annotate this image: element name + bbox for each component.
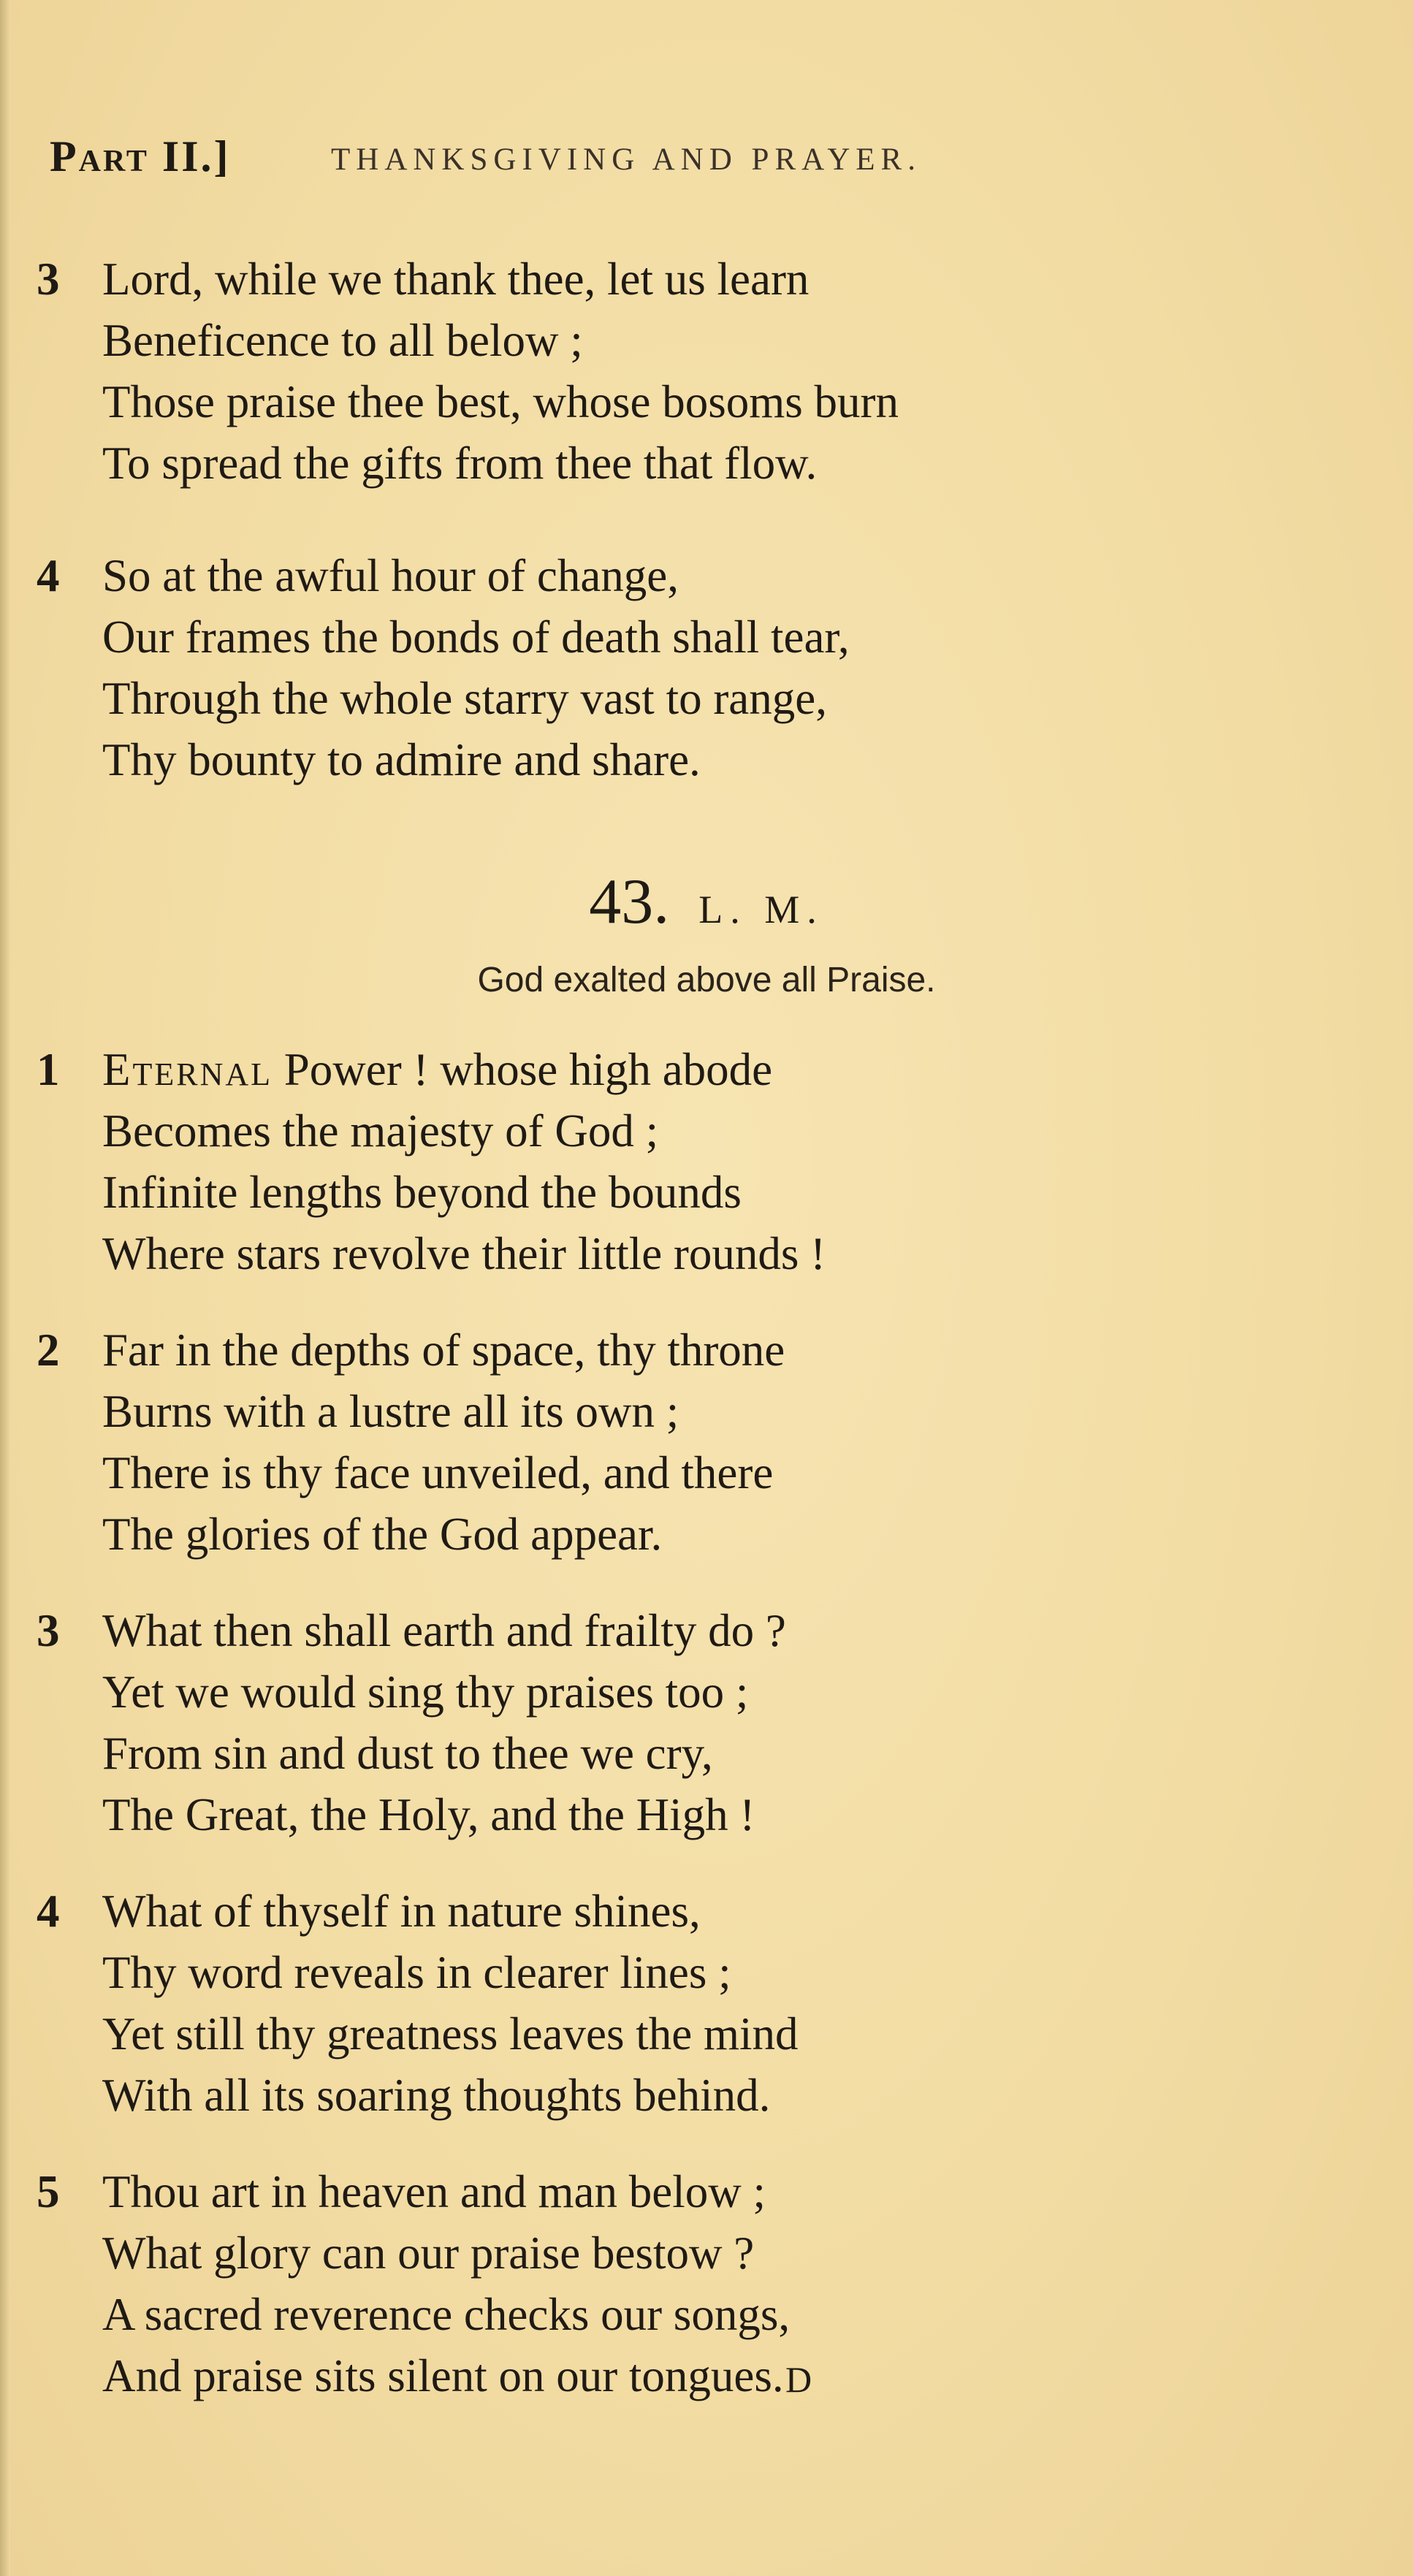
stanza-line	[37, 545, 1366, 606]
stanza-line	[37, 1162, 1366, 1223]
verse-text: Our frames the bonds of death shall tear,	[102, 611, 850, 663]
stanza-line	[37, 1880, 1366, 1942]
verse-text: Thy word reveals in clearer lines ;	[102, 1947, 731, 1998]
stanza-line	[37, 1100, 1366, 1162]
stanza-line	[37, 606, 1366, 668]
stanza-line	[37, 1784, 1366, 1845]
stanza-line	[37, 371, 1366, 432]
stanza-line	[37, 1723, 1366, 1784]
first-line-rest: Power ! whose high abode	[273, 1044, 773, 1095]
verse-text: Those praise thee best, whose bosoms burn	[102, 376, 899, 427]
stanza-line	[37, 248, 1366, 310]
stanza-line	[37, 1039, 1366, 1100]
stanza-line	[37, 2003, 1366, 2065]
signature-mark: D	[785, 2359, 812, 2400]
stanza-line	[37, 310, 1366, 371]
verse-text: So at the awful hour of change,	[102, 550, 679, 601]
stanza-line	[37, 1504, 1366, 1565]
stanza-number: 4	[37, 1886, 60, 1937]
stanza-line	[37, 1381, 1366, 1442]
hymn-stanza-2	[37, 1319, 1366, 1565]
stanza-line	[37, 729, 1366, 790]
hymn-stanza-5	[37, 2161, 1366, 2407]
verse-text: The glories of the God appear.	[102, 1509, 663, 1560]
stanza-number: 2	[37, 1325, 60, 1376]
running-title: THANKSGIVING AND PRAYER.	[331, 142, 921, 177]
page-gutter	[0, 0, 10, 2576]
stanza-line	[37, 2161, 1366, 2222]
part-label: Part II.]	[50, 132, 231, 180]
verse-text: Yet we would sing thy praises too ;	[102, 1666, 749, 1718]
verse-text: What of thyself in nature shines,	[102, 1886, 701, 1937]
verse-text: Infinite lengths beyond the bounds	[102, 1167, 742, 1218]
stanza-line	[37, 668, 1366, 729]
hymn-heading	[0, 862, 1413, 942]
prev-stanza-3	[37, 248, 1366, 494]
stanza-line	[37, 2065, 1366, 2126]
verse-text: Beneficence to all below ;	[102, 315, 583, 366]
verse-text: Thou art in heaven and man below ;	[102, 2166, 766, 2217]
stanza-line	[37, 1600, 1366, 1661]
verse-text: Becomes the majesty of God ;	[102, 1105, 659, 1156]
verse-text: Where stars revolve their little rounds !	[102, 1228, 826, 1279]
hymn-number: 43.	[589, 866, 670, 937]
verse-text: Lord, while we thank thee, let us learn	[102, 254, 810, 305]
hymn-stanza-4	[37, 1880, 1366, 2126]
first-word: Eternal	[102, 1044, 273, 1095]
running-header	[50, 132, 1365, 190]
verse-text: And praise sits silent on our tongues.	[102, 2350, 784, 2401]
stanza-line	[37, 432, 1366, 494]
stanza-line	[37, 1661, 1366, 1723]
stanza-number: 5	[37, 2166, 60, 2217]
hymn-stanza-3	[37, 1600, 1366, 1845]
hymn-stanza-1	[37, 1039, 1366, 1284]
stanza-line	[37, 1223, 1366, 1284]
stanza-line	[37, 2284, 1366, 2345]
verse-text: What then shall earth and frailty do ?	[102, 1605, 786, 1656]
verse-text: Yet still thy greatness leaves the mind	[102, 2008, 799, 2059]
verse-text: Burns with a lustre all its own ;	[102, 1386, 679, 1437]
verse-text: What glory can our praise bestow ?	[102, 2228, 755, 2279]
verse-text: To spread the gifts from thee that flow.	[102, 438, 818, 489]
stanza-number: 3	[37, 254, 60, 305]
stanza-number: 4	[37, 550, 60, 601]
verse-text	[102, 1039, 772, 1100]
verse-text: Thy bounty to admire and share.	[102, 734, 701, 785]
prev-stanza-4	[37, 545, 1366, 790]
verse-text: Through the whole starry vast to range,	[102, 673, 827, 724]
stanza-line	[37, 1942, 1366, 2003]
stanza-number: 3	[37, 1605, 60, 1656]
stanza-number: 1	[37, 1044, 60, 1095]
verse-text: The Great, the Holy, and the High !	[102, 1789, 755, 1840]
verse-text: Far in the depths of space, thy throne	[102, 1325, 785, 1376]
stanza-line	[37, 1319, 1366, 1381]
verse-text: With all its soaring thoughts behind.	[102, 2070, 771, 2121]
verse-text: There is thy face unveiled, and there	[102, 1447, 774, 1498]
verse-text: From sin and dust to thee we cry,	[102, 1728, 713, 1779]
stanza-line	[37, 1442, 1366, 1504]
stanza-line	[37, 2345, 1366, 2407]
verse-text: A sacred reverence checks our songs,	[102, 2289, 791, 2340]
hymn-title: God exalted above all Praise.	[477, 961, 936, 999]
hymn-meter: L. M.	[698, 888, 824, 931]
stanza-line	[37, 2222, 1366, 2284]
